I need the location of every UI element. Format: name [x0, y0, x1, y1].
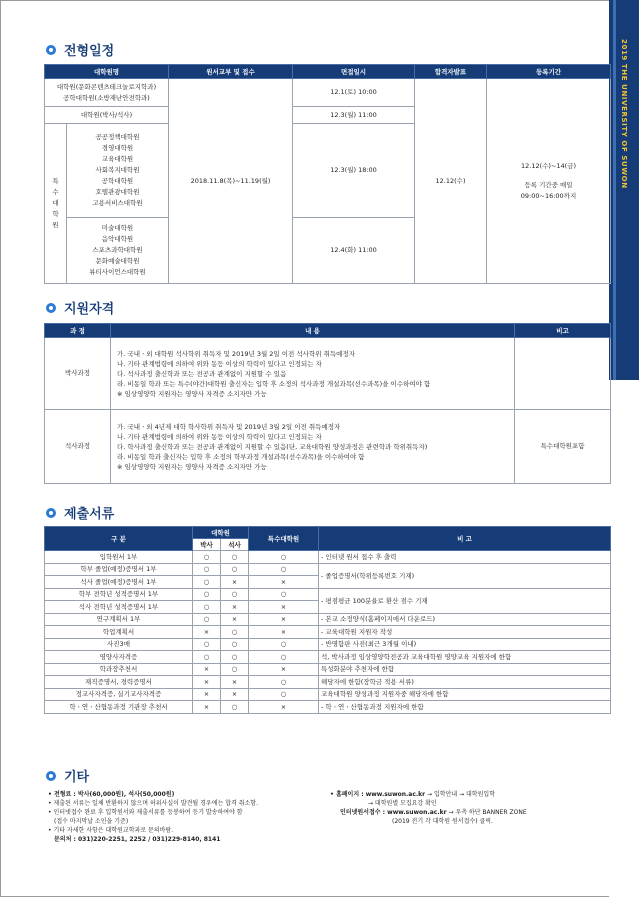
special-mark: ○ [249, 676, 319, 689]
schedule-header-registration: 등록기간 [487, 65, 611, 79]
special-mark: × [249, 663, 319, 676]
special-mark: × [249, 576, 319, 589]
special-mark: × [249, 613, 319, 626]
phd-mark: × [193, 626, 221, 639]
document-name: 영양사자격증 [45, 651, 193, 664]
schedule-title: 전형일정 [64, 44, 115, 59]
document-row [45, 638, 611, 651]
docs-header-phd: 박사 [193, 539, 221, 551]
etc-line: • 제출된 서류는 일체 반환하지 않으며 허위사실이 발견될 경우에는 합격 취소함. [48, 800, 258, 807]
document-row [45, 588, 611, 601]
etc-line: • 전형료 : 박사(60,000원), 석사(50,000원) [48, 791, 175, 798]
master-mark: × [221, 576, 249, 589]
document-row [45, 701, 611, 714]
schedule-row-school: 대학원(문화콘텐츠테크놀로지학과) 공학대학원(소방재난안전학과) [45, 79, 169, 107]
document-row [45, 626, 611, 639]
document-name: 정교사자격증, 실기교사자격증 [45, 688, 193, 701]
req-content: 가. 국내ㆍ외 4년제 대학 학사학위 취득자 및 2019년 3월 2일 이전 취득예정자 나. 기타 관계법령에 의하여 위와 동등 이상의 학력이 있다고 인정되는 자 다. 학사과정 출신학과 또는 전공과 관계없이 지원할 수 있음(단, 교육대학원 양성과정은 관련학과 학위취득자) 라. 비동일 학과 출신자는 입학 후 소정의 학부과정 개설과목(선수과목)을 이수하여야 함 ※ 임상영양학 지원자는 영양사 자격증 소지자만 가능 [111, 410, 515, 484]
schedule-row-school: 대학원(박사/석사) [45, 107, 169, 124]
etc-section-title [46, 766, 89, 785]
master-mark: ○ [221, 663, 249, 676]
master-mark: ○ [221, 651, 249, 664]
document-row [45, 613, 611, 626]
master-mark: ○ [221, 588, 249, 601]
interview-time: 12.3(월) 11:00 [293, 107, 415, 124]
documents-section-title [46, 503, 114, 522]
document-note: 특성화분야 추천자에 한함 [319, 663, 611, 676]
special-mark: ○ [249, 688, 319, 701]
master-mark: ○ [221, 701, 249, 714]
homepage-line: • 홈페이지 : www.suwon.ac.kr → 입학안내 → 대학원입학 [330, 791, 495, 798]
req-header-note: 비고 [515, 324, 611, 338]
etc-right-notes [330, 790, 600, 826]
etc-contact: 문의처 : 031)220-2251, 2252 / 031)229-8140, 8141 [54, 836, 221, 843]
documents-table [44, 526, 611, 714]
phd-mark: ○ [193, 613, 221, 626]
document-row [45, 551, 611, 564]
phd-mark: ○ [193, 563, 221, 576]
docs-header-master: 석사 [221, 539, 249, 551]
etc-title: 기타 [64, 770, 90, 785]
phd-mark: × [193, 688, 221, 701]
document-name: 학부 졸업(예정)증명서 1부 [45, 563, 193, 576]
special-mark: × [249, 701, 319, 714]
req-course: 박사과정 [45, 338, 111, 410]
document-name: 석사 졸업(예정)증명서 1부 [45, 576, 193, 589]
special-grad-label: 특 수 대 학 원 [45, 124, 67, 284]
req-header-course: 과 정 [45, 324, 111, 338]
document-note: 해당자에 한함(장학금 적용 서류) [319, 676, 611, 689]
master-mark: ○ [221, 626, 249, 639]
document-note: - 반명함판 사진(최근 3개월 이내) [319, 638, 611, 651]
section-bullet-icon [46, 45, 56, 55]
special-mark: ○ [249, 563, 319, 576]
special-mark: × [249, 626, 319, 639]
master-mark: ○ [221, 563, 249, 576]
internet-path-line: (2019 전기 각 대학원 원서접수) 클릭. [392, 818, 493, 825]
interview-time: 12.3(월) 18:00 [293, 124, 415, 218]
phd-mark: ○ [193, 601, 221, 614]
document-name: 재직증명서, 경력증명서 [45, 676, 193, 689]
registration-period: 12.12(수)~14(금) 등록 기간중 매일 09:00~16:00까지 [487, 79, 611, 284]
master-mark: × [221, 676, 249, 689]
special-school-group-2: 미술대학원 음악대학원 스포츠과학대학원 문화예술대학원 뷰티사이언스대학원 [67, 218, 169, 284]
announcement-date: 12.12(수) [415, 79, 487, 284]
req-content: 가. 국내ㆍ외 대학원 석사학위 취득자 및 2019년 3월 2일 이전 석사학위 취득예정자 나. 기타 관계법령에 의하여 위와 동등 이상의 학력이 있다고 인정되는 자 다. 석사과정 출신학과 또는 전공과 관계없이 지원할 수 있음 라. 비동일 학과 또는 특수(야간)대학원 출신자는 입학 후 소정의 석사과정 개설과목(선수과목)을 이수하여야 함 ※ 임상영양학 지원자는 영양사 자격증 소지자만 가능 [111, 338, 515, 410]
document-note: - 인터넷 원서 접수 후 출력 [319, 551, 611, 564]
docs-header-special: 특수대학원 [249, 527, 319, 551]
document-note: - 학ㆍ연ㆍ산협동과정 지원자에 한함 [319, 701, 611, 714]
document-row [45, 676, 611, 689]
interview-time: 12.4(화) 11:00 [293, 218, 415, 284]
requirements-title: 지원자격 [64, 302, 115, 317]
docs-header-grad: 대학원 [193, 527, 249, 539]
special-mark: ○ [249, 651, 319, 664]
req-note [515, 338, 611, 410]
requirements-table [44, 323, 611, 484]
etc-line: (접수 마지막날 소인을 기준) [54, 818, 129, 825]
special-school-group-1: 공공정책대학원 경영대학원 교육대학원 사회복지대학원 공학대학원 호텔관광대학원 고용서비스대학원 [67, 124, 169, 218]
req-note: 특수대학원포함 [515, 410, 611, 484]
schedule-section-title [46, 40, 114, 59]
document-name: 학부 전학년 성적증명서 1부 [45, 588, 193, 601]
phd-mark: × [193, 663, 221, 676]
document-note: - 교육대학원 지원자 작성 [319, 626, 611, 639]
documents-title: 제출서류 [64, 507, 115, 522]
document-name: 입학원서 1부 [45, 551, 193, 564]
special-mark: ○ [249, 588, 319, 601]
phd-mark: ○ [193, 576, 221, 589]
docs-header-remarks: 비 고 [319, 527, 611, 551]
section-bullet-icon [46, 771, 56, 781]
internet-line: 인터넷원서접수 : www.suwon.ac.kr → 우측 하단 BANNER ZONE [340, 809, 527, 816]
document-note: - 본교 소정양식(홈페이지에서 다운로드) [319, 613, 611, 626]
document-note: 교육대학원 양성과정 지원자중 해당자에 한함 [319, 688, 611, 701]
etc-line: • 기타 자세한 사항은 대학원교학과로 문의바람. [48, 827, 174, 834]
documents-body [45, 551, 611, 714]
document-row [45, 563, 611, 576]
master-mark: ○ [221, 551, 249, 564]
homepage-path-line: → 대학원별 모집요강 확인 [368, 800, 437, 807]
document-row [45, 651, 611, 664]
phd-mark: ○ [193, 651, 221, 664]
special-mark: ○ [249, 638, 319, 651]
document-name: 연구계획서 1부 [45, 613, 193, 626]
document-name: 석사 전학년 성적증명서 1부 [45, 601, 193, 614]
phd-mark: × [193, 676, 221, 689]
document-note: 석, 박사과정 임상영양학전공과 교육대학원 영양교육 지원자에 한함 [319, 651, 611, 664]
master-mark: × [221, 613, 249, 626]
req-course: 석사과정 [45, 410, 111, 484]
etc-left-notes [48, 790, 318, 844]
phd-mark: × [193, 701, 221, 714]
schedule-header-application: 원서교부 및 접수 [169, 65, 293, 79]
schedule-header-school: 대학원명 [45, 65, 169, 79]
etc-line: • 인터넷접수 완료 후 입학원서와 제출서류를 등봉하여 등기 발송하여야 함 [48, 809, 243, 816]
special-mark: ○ [249, 551, 319, 564]
interview-time: 12.1(토) 10:00 [293, 79, 415, 107]
section-bullet-icon [46, 508, 56, 518]
phd-mark: ○ [193, 638, 221, 651]
side-label: 2019 THE UNIVERSITY OF SUWON [620, 39, 628, 189]
master-mark: × [221, 601, 249, 614]
master-mark: × [221, 688, 249, 701]
requirements-section-title [46, 298, 114, 317]
schedule-header-announcement: 합격자발표 [415, 65, 487, 79]
document-row [45, 688, 611, 701]
docs-header-division: 구 분 [45, 527, 193, 551]
document-name: 학과장추천서 [45, 663, 193, 676]
req-header-content: 내 용 [111, 324, 515, 338]
document-note: - 졸업증명서(학위등록번호 기재) [319, 563, 611, 588]
special-mark: × [249, 601, 319, 614]
section-bullet-icon [46, 303, 56, 313]
application-period: 2018.11.8(목)~11.19(월) [169, 79, 293, 284]
phd-mark: ○ [193, 588, 221, 601]
side-strip-accent [613, 0, 616, 380]
document-name: 사진3매 [45, 638, 193, 651]
schedule-table [44, 64, 611, 284]
document-note: - 평점평균 100분율로 환산 점수 기재 [319, 588, 611, 613]
schedule-header-interview: 면접일시 [293, 65, 415, 79]
phd-mark: ○ [193, 551, 221, 564]
document-name: 학업계획서 [45, 626, 193, 639]
document-name: 학ㆍ연ㆍ산협동과정 기관장 추천서 [45, 701, 193, 714]
master-mark: ○ [221, 638, 249, 651]
document-row [45, 663, 611, 676]
